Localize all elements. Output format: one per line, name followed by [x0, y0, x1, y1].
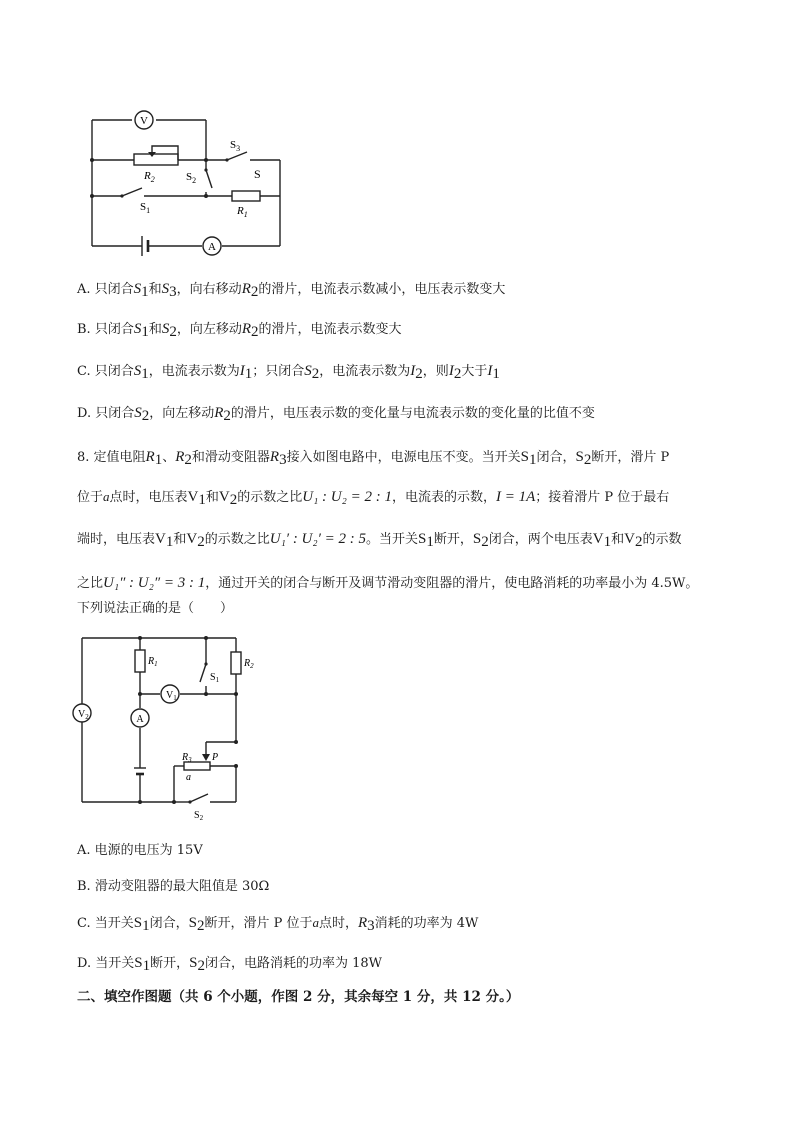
slider-p-label: P: [212, 752, 219, 763]
r1-label: $R_1$: [148, 656, 158, 668]
ammeter-label: A: [136, 714, 144, 725]
q8-stem-line-1: 8. 定值电阻$R_1$、$R_2$和滑动变阻器$R_3$接入如图电路中，电源电压不变。当开关$S_1$闭合，$S_2$断开，滑片 P: [77, 449, 670, 468]
circuit-diagram-1: [82, 108, 292, 258]
q7-option-a: A. 只闭合$S_1$和$S_3$，向右移动$R_2$的滑片，电流表示数减小，电压表示数变大: [77, 281, 506, 300]
q8-option-a: A. 电源的电压为 15V: [77, 843, 203, 858]
q8-stem-line-2: 位于a点时，电压表$V_1$和$V_2$的示数之比U₁ : U₂ = 2 : 1，电流表的示数，I = 1A；接着滑片 P 位于最右: [77, 489, 670, 508]
q7-option-d: D. 只闭合$S_2$，向左移动$R_2$的滑片，电压表示数的变化量与电流表示数的变化量的比值不变: [77, 405, 595, 424]
q8-option-d: D. 当开关$S_1$断开，$S_2$闭合，电路消耗的功率为 18W: [77, 955, 382, 974]
s3-label: $S_3$: [230, 139, 241, 153]
q8-stem-line-3: 端时，电压表$V_1$和$V_2$的示数之比U₁′ : U₂′ = 2 : 5。当开关$S_1$断开，$S_2$闭合，两个电压表$V_1$和$V_2$的示数: [77, 531, 682, 550]
s2-label: $S_2$: [194, 810, 204, 822]
ammeter-label: A: [208, 241, 216, 253]
q7-option-c: C. 只闭合$S_1$，电流表示数为$I_1$；只闭合$S_2$，电流表示数为$I_2$，则$I_2$大于$I_1$: [77, 363, 500, 382]
section-2-title: 二、填空作图题（共 6 个小题，作图 2 分，其余每空 1 分，共 12 分。）: [77, 989, 520, 1005]
q8-option-b: B. 滑动变阻器的最大阻值是 30Ω: [77, 879, 270, 894]
v1-label: $V_1$: [166, 690, 177, 702]
r1-label: $R_1$: [237, 205, 248, 219]
r2-label: $R_2$: [244, 658, 254, 670]
voltmeter-label: V: [140, 115, 148, 127]
circuit-diagram-2: [72, 630, 262, 830]
r2-label: $R_2$: [144, 170, 155, 184]
s1-label: $S_1$: [140, 201, 151, 215]
v2-label: $V_2$: [78, 709, 89, 721]
q8-stem-line-4: 之比U₁″ : U₂″ = 3 : 1，通过开关的闭合与断开及调节滑动变阻器的滑片，使电路消耗的功率最小为 4.5W。: [77, 575, 699, 591]
q7-option-b: B. 只闭合$S_1$和$S_2$，向左移动$R_2$的滑片，电流表示数变大: [77, 321, 402, 340]
r3-label: $R_3$: [182, 752, 192, 764]
s-label: S: [254, 167, 261, 181]
s1-label: $S_1$: [210, 672, 220, 684]
point-a-label: a: [186, 772, 191, 783]
q8-option-c: C. 当开关$S_1$闭合，$S_2$断开，滑片 P 位于a点时，$R_3$消耗的功率为 4W: [77, 915, 479, 934]
s2-label: $S_2$: [186, 171, 197, 185]
q8-stem-line-5: 下列说法正确的是（ ）: [77, 601, 234, 616]
